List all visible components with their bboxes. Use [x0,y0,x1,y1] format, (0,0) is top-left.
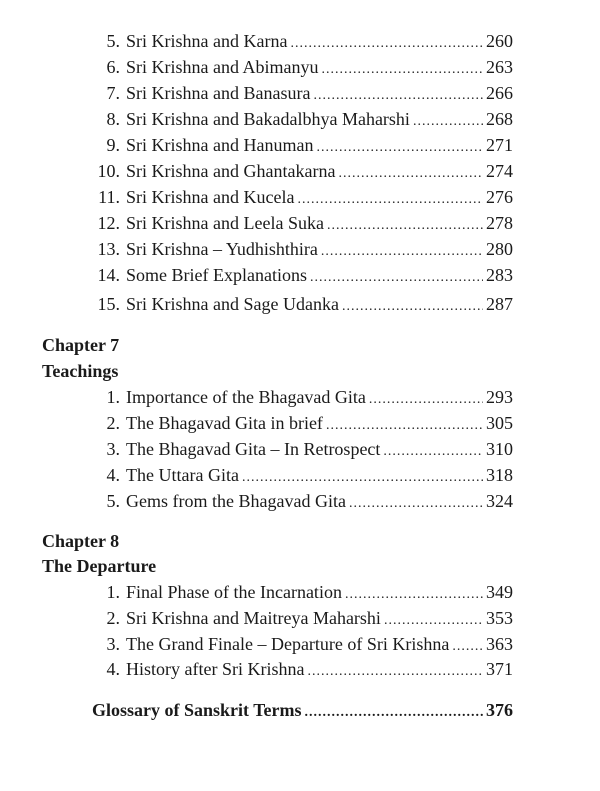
dot-leader [310,265,483,291]
toc-entry-number: 7. [106,83,120,103]
glossary-page: 376 [486,700,513,720]
toc-entry-page: 260 [486,31,513,51]
toc-entry-title: Sri Krishna and Ghantakarna [126,161,336,181]
toc-entry-page: 349 [486,582,513,602]
toc-entry-title: Gems from the Bhagavad Gita [126,491,346,511]
toc-entry-page: 278 [486,213,513,233]
toc-entry-title: Sri Krishna and Abimanyu [126,57,319,77]
toc-entry-number: 5. [106,31,120,51]
toc-entry-page: 318 [486,465,513,485]
toc-entry[interactable] [92,384,513,410]
toc-entry-number: 11. [98,187,120,207]
toc-entry-number: 5. [106,491,120,511]
dot-leader [349,491,483,517]
toc-entry[interactable] [92,488,513,514]
toc-entry-page: 287 [486,294,513,314]
toc-entry[interactable] [92,410,513,436]
toc-entry[interactable] [92,436,513,462]
toc-entry-page: 266 [486,83,513,103]
toc-entry-number: 8. [106,109,120,129]
toc-entry-title: The Grand Finale – Departure of Sri Krishna [126,634,450,654]
toc-entry-number: 1. [106,582,120,602]
toc-entry-number: 4. [106,659,120,679]
toc-entry-title: Sri Krishna and Leela Suka [126,213,324,233]
toc-entry[interactable] [92,236,513,262]
toc-entry-number: 13. [97,239,120,259]
glossary-entry[interactable] [92,697,513,723]
toc-entry-page: 324 [486,491,513,511]
toc-entry-title: The Uttara Gita [126,465,239,485]
toc-entry[interactable] [92,184,513,210]
toc-entry-number: 15. [97,294,120,314]
toc-entry[interactable] [92,656,513,682]
chapter-subheading: The Departure [42,556,157,576]
toc-entry-page: 363 [486,634,513,654]
toc-entry-title: Sri Krishna – Yudhishthira [126,239,318,259]
chapter-heading: Chapter 8 [42,531,120,551]
toc-entry-title: Sri Krishna and Maitreya Maharshi [126,608,381,628]
toc-entry[interactable] [92,605,513,631]
dot-leader [342,294,483,320]
toc-entry-page: 353 [486,608,513,628]
dot-leader [307,659,483,685]
toc-entry-title: Sri Krishna and Sage Udanka [126,294,339,314]
toc-entry-number: 2. [106,608,120,628]
toc-entry[interactable] [92,80,513,106]
toc-entry-number: 4. [106,465,120,485]
toc-entry-page: 271 [486,135,513,155]
toc-entry[interactable] [92,210,513,236]
toc-entry[interactable] [92,158,513,184]
toc-entry-title: The Bhagavad Gita – In Retrospect [126,439,381,459]
toc-entry[interactable] [92,462,513,488]
toc-entry[interactable] [92,291,513,317]
toc-entry-page: 310 [486,439,513,459]
toc-entry-number: 3. [106,634,120,654]
toc-entry-page: 280 [486,239,513,259]
toc-entry-number: 9. [106,135,120,155]
toc-entry-page: 371 [486,659,513,679]
toc-entry-title: Sri Krishna and Banasura [126,83,311,103]
toc-entry[interactable] [92,579,513,605]
toc-entry[interactable] [92,28,513,54]
toc-entry-page: 293 [486,387,513,407]
toc-entry-title: Sri Krishna and Hanuman [126,135,314,155]
toc-entry-title: History after Sri Krishna [126,659,305,679]
toc-entry-title: Final Phase of the Incarnation [126,582,342,602]
toc-entry-number: 2. [106,413,120,433]
toc-entry-page: 268 [486,109,513,129]
toc-entry[interactable] [92,262,513,288]
toc-entry-number: 1. [106,387,120,407]
toc-entry-title: Importance of the Bhagavad Gita [126,387,366,407]
toc-entry[interactable] [92,106,513,132]
toc-entry-number: 14. [97,265,120,285]
toc-entry-page: 276 [486,187,513,207]
toc-entry-title: Some Brief Explanations [126,265,307,285]
toc-entry[interactable] [92,631,513,657]
glossary-title: Glossary of Sanskrit Terms [92,700,302,720]
chapter-subheading: Teachings [42,361,119,381]
toc-entry[interactable] [92,54,513,80]
toc-entry-number: 3. [106,439,120,459]
toc-entry-page: 263 [486,57,513,77]
toc-entry[interactable] [92,132,513,158]
toc-entry-title: The Bhagavad Gita in brief [126,413,323,433]
toc-entry-page: 283 [486,265,513,285]
toc-entry-page: 305 [486,413,513,433]
toc-entry-number: 12. [97,213,120,233]
toc-entry-title: Sri Krishna and Bakadalbhya Maharshi [126,109,410,129]
toc-entry-number: 6. [106,57,120,77]
toc-entry-page: 274 [486,161,513,181]
toc-entry-number: 10. [97,161,120,181]
toc-entry-title: Sri Krishna and Kucela [126,187,295,207]
dot-leader [305,700,483,726]
toc-entry-title: Sri Krishna and Karna [126,31,288,51]
chapter-heading: Chapter 7 [42,335,120,355]
